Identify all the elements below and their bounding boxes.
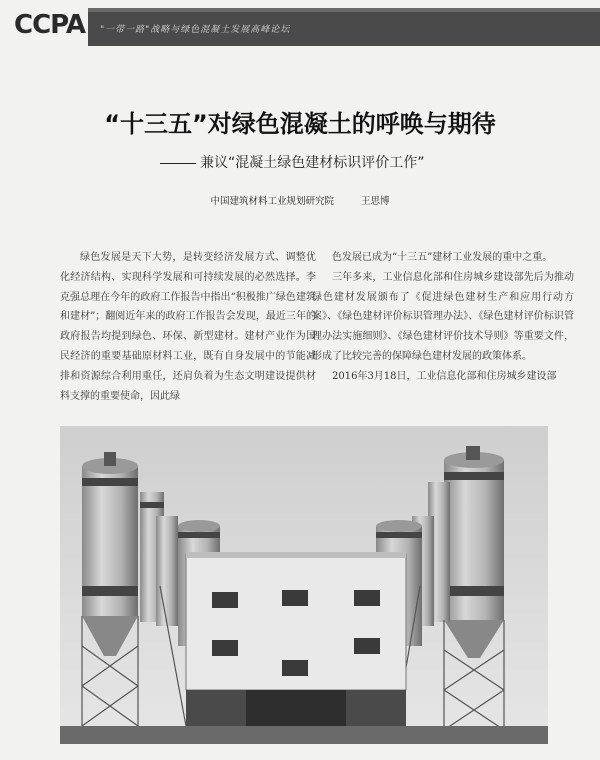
mixing-tower [186, 552, 406, 744]
paragraph: 2016年3月18日，工业信息化部和住房城乡建设部 [332, 370, 557, 382]
article-title: “十三五”对绿色混凝土的呼唤与期待 [104, 110, 496, 138]
author-name: 王思博 [361, 196, 390, 207]
paragraph: 绿色发展是天下大势，是转变经济发展方式、调整优化经济结构、实现科学发展和可持续发展的必然选择。李克强总理在今年的政府工作报告中指出“积极推广绿色建筑和建材”；翻阅近年来的政府工作报告会发现，最近三年的政府报告均提到绿色、环保、新型建材。建材产业作为国民经济的重要基础原材料工业，既有自身发展中的节能减排和资源综合利用重任，还肩负着为生态文明建设提供材料支撑的重要使命，因此绿 [60, 252, 316, 402]
ccpa-logo: CCPA [14, 10, 85, 40]
dash-rule [160, 163, 196, 164]
affiliation: 中国建筑材料工业规划研究院 [210, 196, 334, 207]
header-band [0, 0, 600, 48]
right-column [312, 248, 574, 387]
concrete-plant-photo [60, 426, 548, 744]
author-line [0, 193, 600, 207]
paragraph: 色发展已成为“十三五”建材工业发展的重中之重。 [332, 252, 553, 263]
series-title: "一带一路"战略与绿色混凝土发展高峰论坛 [100, 25, 291, 35]
left-column [60, 248, 316, 406]
paragraph: 三年多来，工业信息化部和住房城乡建设部先后为推动绿色建材发展颁布了《促进绿色建材生产和应用行动方案》、《绿色建材评价标识管理办法》、《绿色建材评价标识管理办法实施细则》、《绿色建材评价技术导则》等重要文件，形成了比较完善的保障绿色建材发展的政策体系。 [312, 271, 574, 362]
subtitle-text: 兼议“混凝土绿色建材标识评价工作” [200, 155, 425, 171]
article-subtitle [160, 152, 425, 172]
